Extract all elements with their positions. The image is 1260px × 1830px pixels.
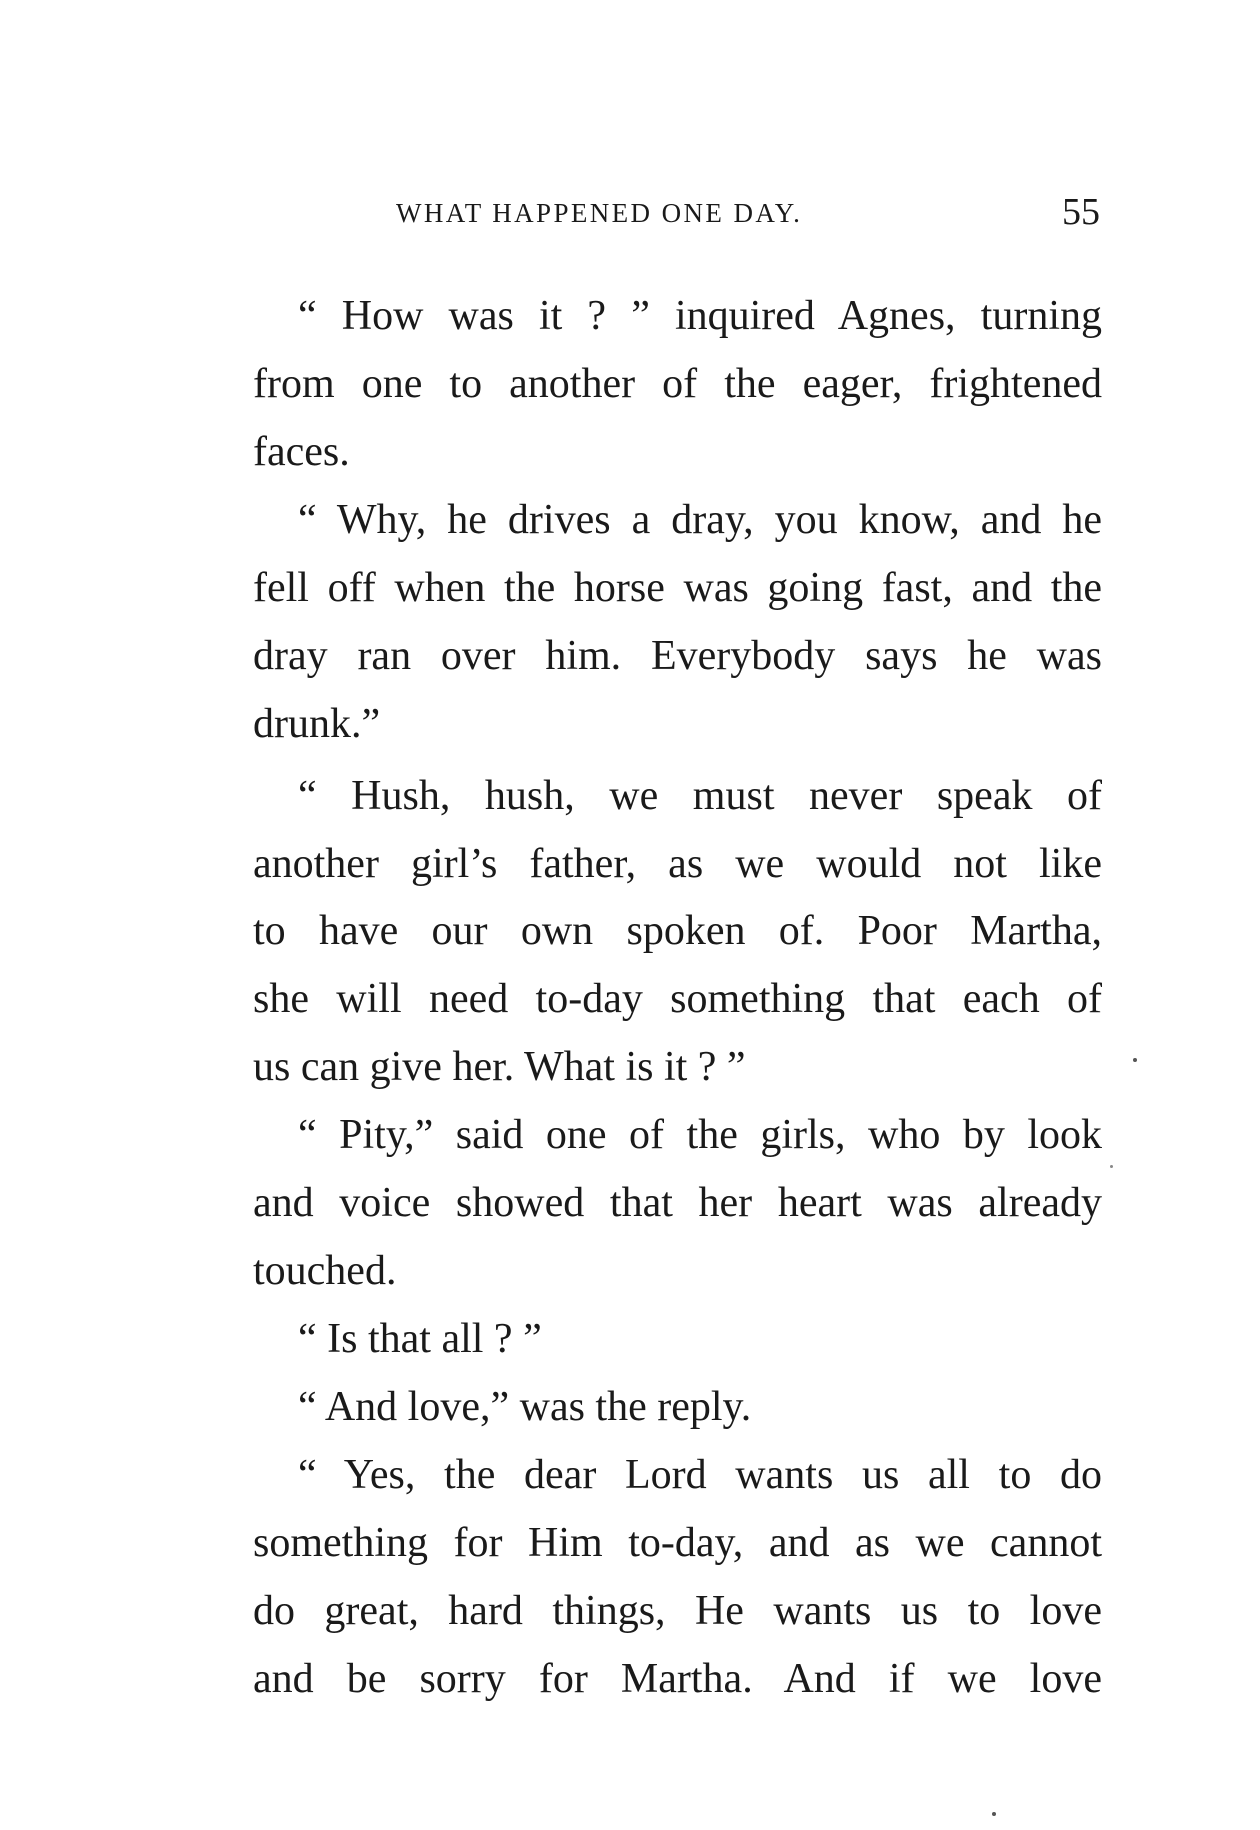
text-line: and voice showed that her heart was already	[253, 1180, 1102, 1226]
text-line: “ Pity,” said one of the girls, who by look	[298, 1112, 1102, 1158]
text-line: “ Yes, the dear Lord wants us all to do	[298, 1452, 1102, 1498]
paper-speck	[1133, 1058, 1137, 1062]
text-line: “ How was it ? ” inquired Agnes, turning	[298, 293, 1102, 339]
text-line: drunk.”	[253, 701, 381, 747]
text-line: dray ran over him. Everybody says he was	[253, 633, 1102, 679]
text-line: “ Why, he drives a dray, you know, and he	[298, 497, 1102, 543]
text-line: do great, hard things, He wants us to love	[253, 1588, 1102, 1634]
text-line: to have our own spoken of. Poor Martha,	[253, 908, 1102, 954]
text-line: “ Hush, hush, we must never speak of	[298, 773, 1102, 819]
text-line: and be sorry for Martha. And if we love	[253, 1656, 1102, 1702]
text-line: from one to another of the eager, frightened	[253, 361, 1102, 407]
text-line: faces.	[253, 429, 350, 475]
text-line: “ And love,” was the reply.	[298, 1384, 752, 1430]
text-line: fell off when the horse was going fast, and the	[253, 565, 1102, 611]
text-line: us can give her. What is it ? ”	[253, 1044, 746, 1090]
text-line: something for Him to-day, and as we cannot	[253, 1520, 1102, 1566]
text-line: another girl’s father, as we would not like	[253, 841, 1102, 887]
paper-speck	[992, 1812, 996, 1816]
page-number: 55	[1062, 191, 1100, 233]
paper-speck	[1110, 1165, 1113, 1168]
running-title: WHAT HAPPENED ONE DAY.	[396, 198, 803, 228]
text-line: she will need to-day something that each of	[253, 976, 1102, 1022]
running-head	[396, 190, 1100, 240]
text-line: “ Is that all ? ”	[298, 1316, 542, 1362]
text-line: touched.	[253, 1248, 397, 1294]
